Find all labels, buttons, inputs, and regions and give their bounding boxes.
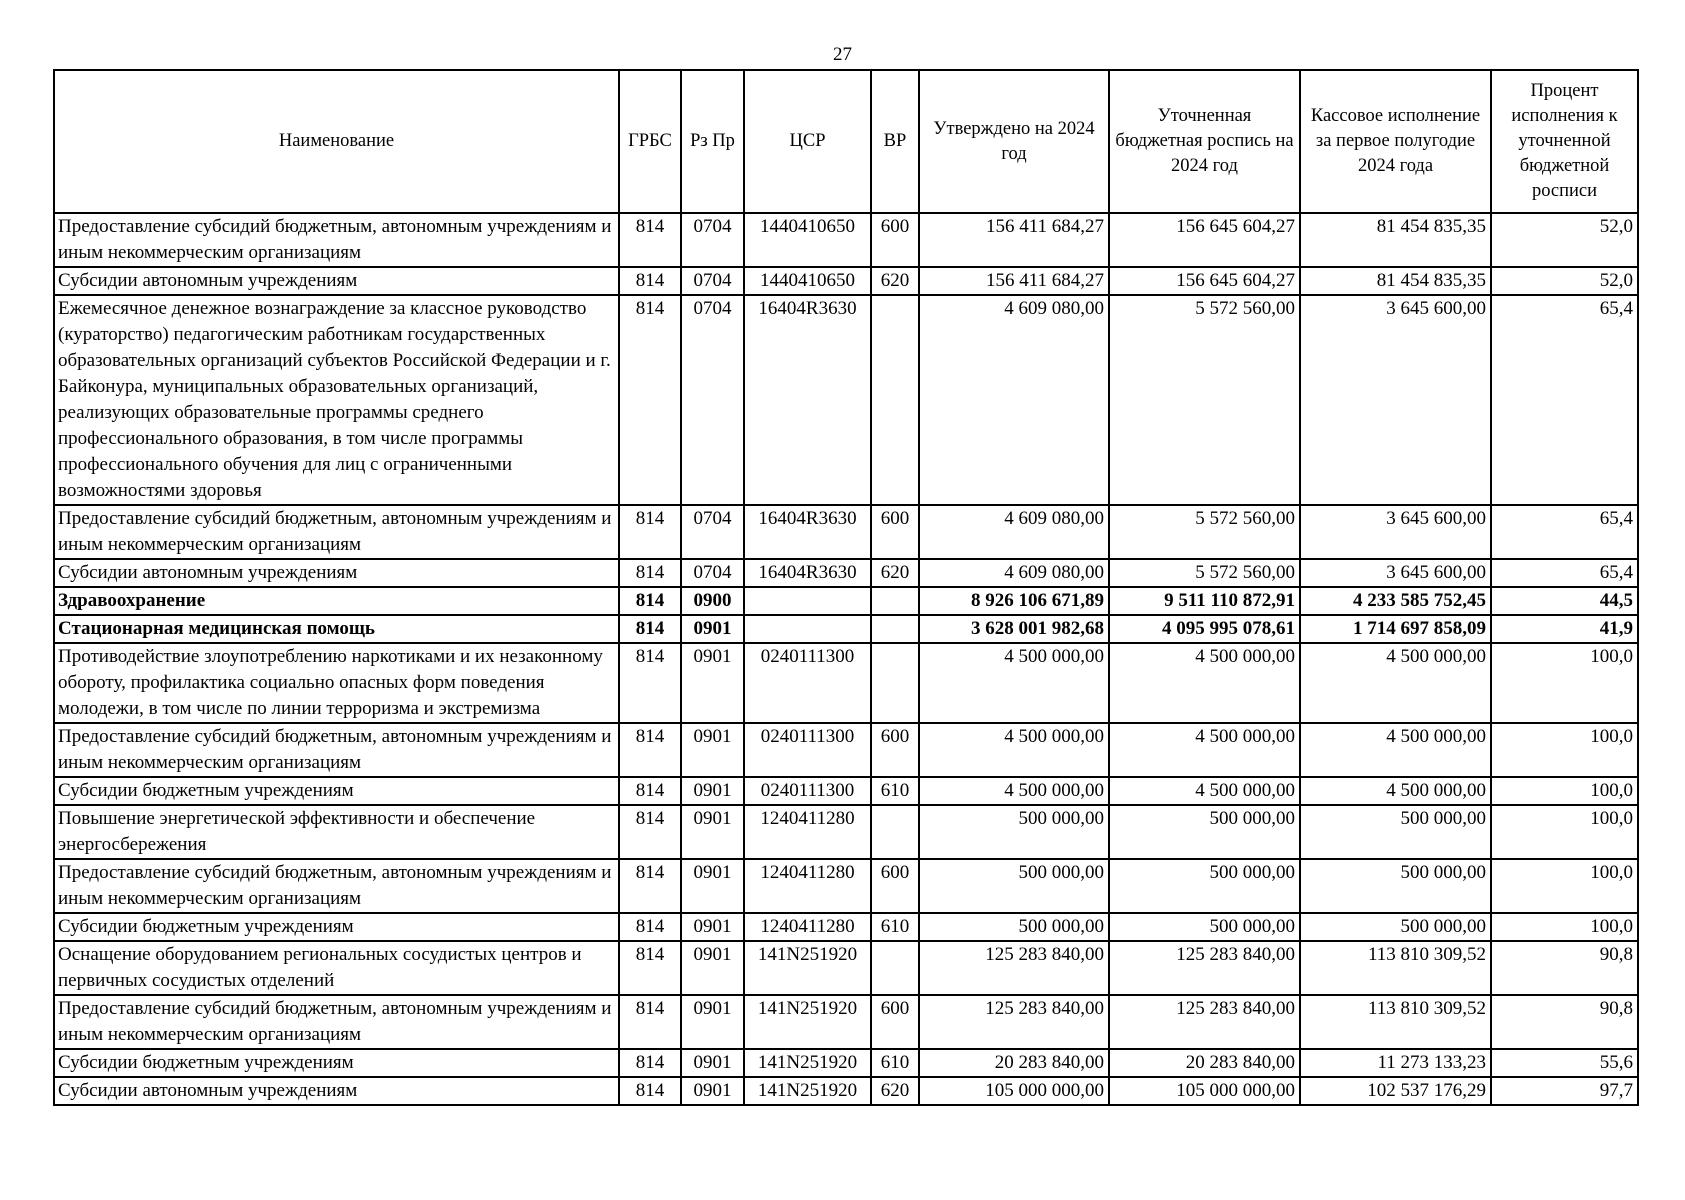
- cell-approved: 4 500 000,00: [919, 643, 1109, 723]
- cell-refined: 125 283 840,00: [1109, 941, 1300, 995]
- header-rzpr: Рз Пр: [681, 70, 744, 213]
- cell-cash: 500 000,00: [1300, 913, 1491, 941]
- cell-grbs: 814: [619, 1049, 681, 1077]
- cell-grbs: 814: [619, 559, 681, 587]
- cell-csr: [744, 587, 871, 615]
- cell-name: Субсидии автономным учреждениям: [54, 267, 619, 295]
- cell-refined: 9 511 110 872,91: [1109, 587, 1300, 615]
- cell-percent: 100,0: [1491, 859, 1638, 913]
- cell-percent: 100,0: [1491, 805, 1638, 859]
- cell-approved: 8 926 106 671,89: [919, 587, 1109, 615]
- cell-vr: [871, 615, 919, 643]
- cell-percent: 41,9: [1491, 615, 1638, 643]
- cell-name: Субсидии автономным учреждениям: [54, 559, 619, 587]
- cell-vr: 600: [871, 505, 919, 559]
- table-row: [54, 643, 1638, 723]
- table-row: [54, 615, 1638, 643]
- cell-approved: 3 628 001 982,68: [919, 615, 1109, 643]
- cell-approved: 4 500 000,00: [919, 777, 1109, 805]
- cell-vr: [871, 295, 919, 505]
- cell-rzpr: 0901: [681, 777, 744, 805]
- header-vr: ВР: [871, 70, 919, 213]
- cell-refined: 5 572 560,00: [1109, 559, 1300, 587]
- cell-cash: 4 500 000,00: [1300, 777, 1491, 805]
- cell-csr: 141N251920: [744, 941, 871, 995]
- cell-approved: 156 411 684,27: [919, 267, 1109, 295]
- cell-cash: 4 500 000,00: [1300, 723, 1491, 777]
- cell-cash: 4 500 000,00: [1300, 643, 1491, 723]
- cell-cash: 3 645 600,00: [1300, 295, 1491, 505]
- cell-rzpr: 0901: [681, 1077, 744, 1105]
- cell-refined: 125 283 840,00: [1109, 995, 1300, 1049]
- cell-name: Ежемесячное денежное вознаграждение за классное руководство (кураторство) педагогическим работникам государственных образовательных организаций субъектов Российской Федерации и г. Байконура, муниципальных образовательных организаций, реализующих образовательные программы среднего профессионального образования, в том числе программы профессионального обучения для лиц с ограниченными возможностями здоровья: [54, 295, 619, 505]
- cell-refined: 20 283 840,00: [1109, 1049, 1300, 1077]
- table-row: [54, 1077, 1638, 1105]
- cell-approved: 125 283 840,00: [919, 995, 1109, 1049]
- cell-csr: 1440410650: [744, 213, 871, 267]
- cell-percent: 97,7: [1491, 1077, 1638, 1105]
- header-refined: Уточненная бюджетная роспись на 2024 год: [1109, 70, 1300, 213]
- cell-percent: 100,0: [1491, 777, 1638, 805]
- cell-name: Предоставление субсидий бюджетным, автономным учреждениям и иным некоммерческим организациям: [54, 213, 619, 267]
- cell-cash: 81 454 835,35: [1300, 213, 1491, 267]
- cell-approved: 500 000,00: [919, 805, 1109, 859]
- table-row: [54, 941, 1638, 995]
- table-row: [54, 505, 1638, 559]
- cell-cash: 81 454 835,35: [1300, 267, 1491, 295]
- cell-percent: 90,8: [1491, 995, 1638, 1049]
- cell-csr: 1240411280: [744, 913, 871, 941]
- cell-vr: [871, 941, 919, 995]
- cell-rzpr: 0704: [681, 213, 744, 267]
- cell-vr: 610: [871, 1049, 919, 1077]
- cell-csr: [744, 615, 871, 643]
- page-number: 27: [833, 44, 852, 65]
- cell-grbs: 814: [619, 941, 681, 995]
- cell-approved: 500 000,00: [919, 859, 1109, 913]
- cell-rzpr: 0901: [681, 913, 744, 941]
- cell-vr: [871, 643, 919, 723]
- cell-grbs: 814: [619, 777, 681, 805]
- cell-rzpr: 0901: [681, 615, 744, 643]
- table-row: [54, 913, 1638, 941]
- cell-grbs: 814: [619, 267, 681, 295]
- cell-vr: 610: [871, 913, 919, 941]
- table-body: [54, 213, 1638, 1105]
- cell-refined: 156 645 604,27: [1109, 267, 1300, 295]
- cell-name: Повышение энергетической эффективности и обеспечение энергосбережения: [54, 805, 619, 859]
- cell-percent: 90,8: [1491, 941, 1638, 995]
- cell-refined: 500 000,00: [1109, 859, 1300, 913]
- table-row: [54, 995, 1638, 1049]
- table-row: [54, 1049, 1638, 1077]
- cell-cash: 500 000,00: [1300, 859, 1491, 913]
- cell-cash: 3 645 600,00: [1300, 559, 1491, 587]
- cell-cash: 113 810 309,52: [1300, 995, 1491, 1049]
- cell-rzpr: 0901: [681, 859, 744, 913]
- header-percent: Процент исполнения к уточненной бюджетной росписи: [1491, 70, 1638, 213]
- cell-refined: 5 572 560,00: [1109, 505, 1300, 559]
- header-grbs: ГРБС: [619, 70, 681, 213]
- cell-refined: 4 500 000,00: [1109, 777, 1300, 805]
- cell-percent: 52,0: [1491, 213, 1638, 267]
- header-csr: ЦСР: [744, 70, 871, 213]
- cell-refined: 500 000,00: [1109, 805, 1300, 859]
- cell-percent: 44,5: [1491, 587, 1638, 615]
- cell-rzpr: 0901: [681, 1049, 744, 1077]
- cell-approved: 156 411 684,27: [919, 213, 1109, 267]
- cell-grbs: 814: [619, 295, 681, 505]
- table-row: [54, 213, 1638, 267]
- cell-name: Предоставление субсидий бюджетным, автономным учреждениям и иным некоммерческим организациям: [54, 859, 619, 913]
- cell-approved: 125 283 840,00: [919, 941, 1109, 995]
- cell-grbs: 814: [619, 213, 681, 267]
- cell-percent: 100,0: [1491, 643, 1638, 723]
- cell-refined: 4 095 995 078,61: [1109, 615, 1300, 643]
- table-row: [54, 559, 1638, 587]
- cell-csr: 0240111300: [744, 777, 871, 805]
- header-name: Наименование: [54, 70, 619, 213]
- cell-percent: 65,4: [1491, 295, 1638, 505]
- cell-refined: 4 500 000,00: [1109, 723, 1300, 777]
- cell-rzpr: 0901: [681, 723, 744, 777]
- cell-rzpr: 0704: [681, 559, 744, 587]
- cell-refined: 4 500 000,00: [1109, 643, 1300, 723]
- cell-grbs: 814: [619, 859, 681, 913]
- cell-grbs: 814: [619, 1077, 681, 1105]
- cell-vr: 610: [871, 777, 919, 805]
- cell-csr: 141N251920: [744, 1077, 871, 1105]
- cell-vr: [871, 587, 919, 615]
- header-cash: Кассовое исполнение за первое полугодие 2024 года: [1300, 70, 1491, 213]
- cell-name: Субсидии бюджетным учреждениям: [54, 777, 619, 805]
- cell-name: Здравоохранение: [54, 587, 619, 615]
- cell-csr: 141N251920: [744, 995, 871, 1049]
- cell-refined: 500 000,00: [1109, 913, 1300, 941]
- cell-name: Предоставление субсидий бюджетным, автономным учреждениям и иным некоммерческим организациям: [54, 505, 619, 559]
- cell-rzpr: 0900: [681, 587, 744, 615]
- cell-grbs: 814: [619, 643, 681, 723]
- cell-name: Стационарная медицинская помощь: [54, 615, 619, 643]
- cell-approved: 4 609 080,00: [919, 559, 1109, 587]
- table-header-row: [54, 70, 1638, 213]
- cell-name: Оснащение оборудованием региональных сосудистых центров и первичных сосудистых отделений: [54, 941, 619, 995]
- budget-execution-table: [53, 69, 1639, 1106]
- cell-approved: 4 609 080,00: [919, 295, 1109, 505]
- cell-percent: 52,0: [1491, 267, 1638, 295]
- cell-csr: 1440410650: [744, 267, 871, 295]
- cell-cash: 102 537 176,29: [1300, 1077, 1491, 1105]
- cell-percent: 100,0: [1491, 723, 1638, 777]
- cell-csr: 0240111300: [744, 723, 871, 777]
- cell-grbs: 814: [619, 505, 681, 559]
- table-row: [54, 859, 1638, 913]
- cell-csr: 16404R3630: [744, 505, 871, 559]
- cell-approved: 105 000 000,00: [919, 1077, 1109, 1105]
- table-row: [54, 805, 1638, 859]
- table-row: [54, 267, 1638, 295]
- cell-vr: 600: [871, 859, 919, 913]
- cell-vr: 600: [871, 213, 919, 267]
- cell-rzpr: 0704: [681, 505, 744, 559]
- cell-rzpr: 0901: [681, 643, 744, 723]
- cell-vr: 600: [871, 995, 919, 1049]
- cell-csr: 0240111300: [744, 643, 871, 723]
- cell-rzpr: 0901: [681, 941, 744, 995]
- cell-cash: 11 273 133,23: [1300, 1049, 1491, 1077]
- cell-refined: 156 645 604,27: [1109, 213, 1300, 267]
- cell-percent: 65,4: [1491, 559, 1638, 587]
- cell-cash: 113 810 309,52: [1300, 941, 1491, 995]
- cell-rzpr: 0901: [681, 995, 744, 1049]
- cell-vr: 620: [871, 1077, 919, 1105]
- cell-csr: 16404R3630: [744, 295, 871, 505]
- cell-cash: 1 714 697 858,09: [1300, 615, 1491, 643]
- cell-name: Субсидии бюджетным учреждениям: [54, 1049, 619, 1077]
- cell-percent: 65,4: [1491, 505, 1638, 559]
- cell-vr: 620: [871, 559, 919, 587]
- cell-grbs: 814: [619, 723, 681, 777]
- table-row: [54, 723, 1638, 777]
- cell-name: Субсидии автономным учреждениям: [54, 1077, 619, 1105]
- cell-grbs: 814: [619, 995, 681, 1049]
- cell-refined: 5 572 560,00: [1109, 295, 1300, 505]
- cell-name: Противодействие злоупотреблению наркотиками и их незаконному обороту, профилактика социально опасных форм поведения молодежи, в том числе по линии терроризма и экстремизма: [54, 643, 619, 723]
- cell-cash: 500 000,00: [1300, 805, 1491, 859]
- cell-percent: 100,0: [1491, 913, 1638, 941]
- cell-approved: 500 000,00: [919, 913, 1109, 941]
- cell-grbs: 814: [619, 913, 681, 941]
- cell-name: Субсидии бюджетным учреждениям: [54, 913, 619, 941]
- cell-refined: 105 000 000,00: [1109, 1077, 1300, 1105]
- table-row: [54, 777, 1638, 805]
- cell-csr: 1240411280: [744, 805, 871, 859]
- cell-rzpr: 0901: [681, 805, 744, 859]
- table-row: [54, 587, 1638, 615]
- cell-vr: 620: [871, 267, 919, 295]
- cell-rzpr: 0704: [681, 295, 744, 505]
- cell-approved: 4 500 000,00: [919, 723, 1109, 777]
- table-row: [54, 295, 1638, 505]
- cell-csr: 16404R3630: [744, 559, 871, 587]
- cell-csr: 141N251920: [744, 1049, 871, 1077]
- cell-approved: 4 609 080,00: [919, 505, 1109, 559]
- cell-rzpr: 0704: [681, 267, 744, 295]
- cell-grbs: 814: [619, 615, 681, 643]
- cell-cash: 4 233 585 752,45: [1300, 587, 1491, 615]
- cell-grbs: 814: [619, 805, 681, 859]
- cell-name: Предоставление субсидий бюджетным, автономным учреждениям и иным некоммерческим организациям: [54, 723, 619, 777]
- cell-vr: [871, 805, 919, 859]
- cell-vr: 600: [871, 723, 919, 777]
- cell-percent: 55,6: [1491, 1049, 1638, 1077]
- cell-approved: 20 283 840,00: [919, 1049, 1109, 1077]
- cell-cash: 3 645 600,00: [1300, 505, 1491, 559]
- cell-csr: 1240411280: [744, 859, 871, 913]
- cell-grbs: 814: [619, 587, 681, 615]
- header-approved: Утверждено на 2024 год: [919, 70, 1109, 213]
- cell-name: Предоставление субсидий бюджетным, автономным учреждениям и иным некоммерческим организациям: [54, 995, 619, 1049]
